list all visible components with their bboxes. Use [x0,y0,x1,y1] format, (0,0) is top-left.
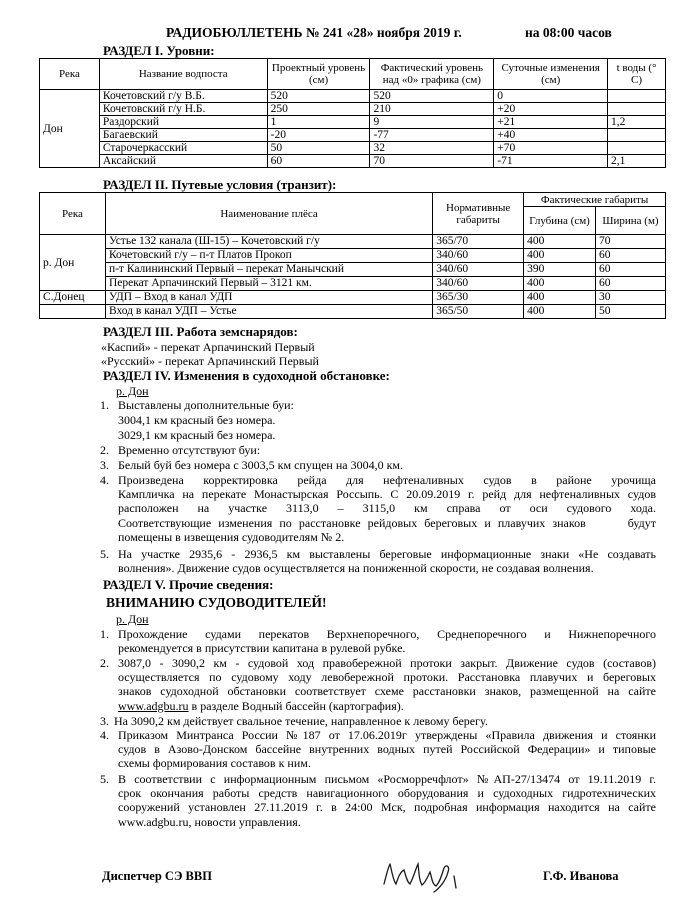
daily-change: +20 [494,103,608,116]
list-item [118,547,656,575]
normative-size: 365/50 [433,305,524,319]
table-row [40,249,666,263]
levels-col-river: Река [40,59,100,90]
actual-level: 210 [370,103,494,116]
text-line: схемы формирования составов к ним. [118,756,311,771]
width-value: 70 [596,235,666,249]
actual-level: 9 [370,116,494,129]
section4-title: РАЗДЕЛ IV. Изменения в судоходной обстановке: [103,368,390,383]
item-number: 1. [100,398,109,412]
list-item [118,728,656,771]
post-name: Старочеркасский [99,142,267,155]
text-line: судов в Азово-Донском бассейне внутренних водных путей Российской Федерации» и типовые [118,742,656,757]
text-line [118,699,656,713]
normative-size: 365/30 [433,291,524,305]
list-item: 3004,1 км красный без номера. [118,413,276,427]
table-row [40,90,666,103]
transit-river-donets: С.Донец [40,291,106,305]
width-value: 30 [596,291,666,305]
stretch-name: Кочетовский г/у – п-т Платов Прокоп [105,249,432,263]
table-row [40,305,666,319]
table-row [40,263,666,277]
depth-value: 400 [524,305,596,319]
dredger-line: «Каспий» - перекат Арпачинский Первый [101,340,315,354]
daily-change: +70 [494,142,608,155]
levels-col-post: Название водпоста [99,59,267,90]
section3-title: РАЗДЕЛ III. Работа земснарядов: [103,324,298,339]
section4-river: р. Дон [116,384,149,398]
bulletin-title: РАДИОБЮЛЛЕТЕНЬ № 241 «28» ноября 2019 г. [166,25,462,40]
actual-level: 520 [370,90,494,103]
normative-size: 340/60 [433,277,524,291]
project-level: 60 [267,155,370,168]
item-number: 1. [100,627,109,641]
levels-col-project: Проектный уровень (см) [267,59,370,90]
list-item [118,473,656,544]
text-line: На участке 2935,6 - 2936,5 км выставлены береговые информационные знаки «Не создавать [118,547,656,561]
actual-level: -77 [370,129,494,142]
daily-change: +40 [494,129,608,142]
post-name: Аксайский [99,155,267,168]
text-line: волнения». Движение судов осуществляется на пониженной скорости, не создавая волнения. [118,561,594,576]
text-line-part: в разделе Водный бассейн (картография). [188,698,404,713]
project-level: 520 [267,90,370,103]
water-temp: 1,2 [608,116,666,129]
table-row [40,291,666,305]
text-line: Произведена корректировка рейда для нефтеналивных судов в районе урочища [118,473,656,487]
table-row [40,129,666,142]
text-line: Кампличка на перекате Монастырская Россыпь. С 20.09.2019 г. рейд для нефтеналивных судов [118,487,656,502]
normative-size: 340/60 [433,249,524,263]
section1-title: РАЗДЕЛ I. Уровни: [103,43,215,58]
text-line-part: будут [627,515,656,530]
handwritten-signature [380,858,470,894]
section2-title: РАЗДЕЛ II. Путевые условия (транзит): [103,177,337,192]
project-level: 250 [267,103,370,116]
empty-cell [40,305,106,319]
depth-value: 400 [524,249,596,263]
item-number: 5. [100,547,109,561]
signatory-position: Диспетчер СЭ ВВП [102,869,212,883]
project-level: -20 [267,129,370,142]
daily-change: 0 [494,90,608,103]
daily-change: +21 [494,116,608,129]
table-row [40,103,666,116]
text-line: Приказом Минтранса России №187 от 17.06.2019г утверждены «Правила движения и стоянки [118,728,656,742]
text-line: www.adgbu.ru, новости управления. [118,814,301,829]
actual-level: 32 [370,142,494,155]
table-row [40,155,666,168]
list-item: На 3090,2 км действует свальное течение, направленное к левому берегу. [114,714,488,728]
website-link[interactable]: www.adgbu.ru [118,698,189,713]
post-name: Раздорский [99,116,267,129]
text-line: рекомендуется в присутствии капитана в рулевой рубке. [118,641,406,656]
stretch-name: п-т Калининский Первый – перекат Манычский [105,263,432,277]
transit-col-depth: Глубина (см) [524,207,596,235]
stretch-name: Вход в канал УДП – Устье [105,305,432,319]
text-line [118,516,656,530]
normative-size: 340/60 [433,263,524,277]
text-line: срок окончания работы средств навигационного оборудования и судоходных гидротехнических [118,786,656,801]
table-row [40,277,666,291]
list-item [118,627,656,655]
transit-col-stretch: Наименование плёса [105,193,432,235]
text-line: 3087,0 - 3090,2 км - судовой ход правобережной протоки закрыт. Движение судов (составов) [118,656,656,670]
width-value: 50 [596,305,666,319]
normative-size: 365/70 [433,235,524,249]
item-number: 3. [100,714,109,728]
item-number: 2. [100,443,109,457]
text-line: знаков судоходной обстановки соответствует схеме расстановки знаков, размещенной на сайте [118,684,656,699]
section5-title: РАЗДЕЛ V. Прочие сведения: [103,577,274,592]
item-number: 3. [100,458,109,472]
list-item [118,656,656,713]
list-item: Белый буй без номера с 3003,5 км спущен на 3004,0 км. [118,458,404,472]
stretch-name: УДП – Вход в канал УДП [105,291,432,305]
signatory-name: Г.Ф. Иванова [543,869,619,883]
levels-col-change: Суточные изменения (см) [494,59,608,90]
actual-level: 70 [370,155,494,168]
list-item: Выставлены дополнительные буи: [118,398,294,412]
list-item: 3029,1 км красный без номера. [118,428,276,442]
transit-col-width: Ширина (м) [596,207,666,235]
depth-value: 400 [524,277,596,291]
depth-value: 400 [524,235,596,249]
item-number: 4. [100,473,109,487]
project-level: 1 [267,116,370,129]
dredger-line: «Русский» - перекат Арпачинский Первый [101,354,319,368]
table-row [40,142,666,155]
water-temp: 2,1 [608,155,666,168]
post-name: Кочетовский г/у Н.Б. [99,103,267,116]
text-line: расположен на участке 3113,0 – 3115,0 км справа от оси судового хода. [118,501,656,516]
levels-table [39,58,666,168]
water-temp [608,90,666,103]
transit-col-actual: Фактические габариты [524,193,666,207]
stretch-name: Перекат Арпачинский Первый – 3121 км. [105,277,432,291]
depth-value: 390 [524,263,596,277]
text-line: осуществляется по судовому ходу левобережной протоки. Расстановка плавучих и береговых [118,670,656,685]
post-name: Кочетовский г/у В.Б. [99,90,267,103]
water-temp [608,103,666,116]
depth-value: 400 [524,291,596,305]
levels-col-temp: t воды (° С) [608,59,666,90]
water-temp [608,142,666,155]
text-line: помещены в извещения судоводителям № 2. [118,529,345,544]
project-level: 50 [267,142,370,155]
transit-table [39,192,666,319]
water-temp [608,129,666,142]
width-value: 60 [596,263,666,277]
stretch-name: Устье 132 канала (Ш-15) – Кочетовский г/у [105,235,432,249]
item-number: 5. [100,772,109,786]
text-line-part: Соответствующие изменения по расстановке рейдовых береговых и плавучих знаков [118,515,586,530]
levels-river-cell: Дон [40,90,100,168]
item-number: 4. [100,728,109,742]
width-value: 60 [596,249,666,263]
bulletin-time: на 08:00 часов [525,25,612,40]
table-row [40,235,666,249]
table-row [40,116,666,129]
transit-col-river: Река [40,193,106,235]
section5-river: р. Дон [116,612,149,626]
transit-river-don: р. Дон [40,235,106,291]
post-name: Багаевский [99,129,267,142]
attention-heading: ВНИМАНИЮ СУДОВОДИТЕЛЕЙ! [106,595,327,610]
width-value: 60 [596,277,666,291]
list-item [118,772,656,829]
text-line: В соответствии с информационным письмом «Росморречфлот» №АП-27/13474 от 19.11.2019 г. [118,772,656,786]
list-item: Временно отсутствуют буи: [118,443,261,457]
daily-change: -71 [494,155,608,168]
item-number: 2. [100,656,109,670]
transit-col-normative: Нормативные габариты [433,193,524,235]
text-line: Прохождение судами перекатов Верхнепоречного, Среднепоречного и Нижнепоречного [118,627,656,641]
levels-col-actual: Фактический уровень над «0» графика (см) [370,59,494,90]
text-line: сооружений установлен 27.11.2019 г. в 24:00 Мск, подробная информация находится на сайте [118,800,656,815]
